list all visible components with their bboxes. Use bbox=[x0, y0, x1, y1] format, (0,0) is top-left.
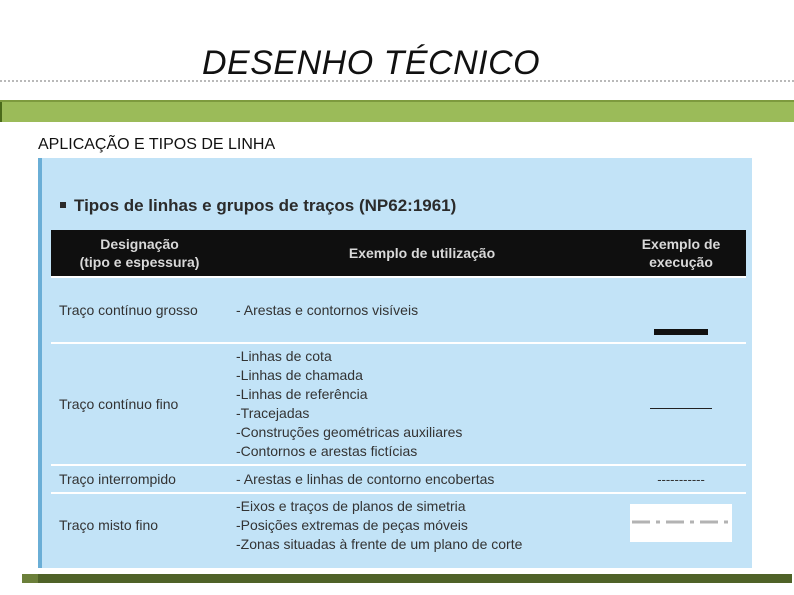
header-execution-line2: execução bbox=[649, 254, 713, 270]
usage-line: -Eixos e traços de planos de simetria bbox=[236, 497, 466, 514]
band-edge bbox=[0, 102, 2, 122]
row-example bbox=[616, 493, 746, 556]
footer-bar bbox=[38, 574, 792, 583]
header-usage: Exemplo de utilização bbox=[228, 230, 616, 277]
row-usage bbox=[228, 493, 616, 556]
green-header-band bbox=[0, 100, 794, 122]
usage-line: - Arestas e contornos visíveis bbox=[236, 301, 419, 318]
usage-line: -Construções geométricas auxiliares bbox=[236, 424, 463, 440]
row-example bbox=[616, 465, 746, 493]
row-example bbox=[616, 343, 746, 465]
table-row bbox=[51, 277, 746, 343]
row-designation: Traço misto fino bbox=[51, 493, 228, 556]
bullet-icon bbox=[60, 202, 66, 208]
row-designation: Traço interrompido bbox=[51, 465, 228, 493]
usage-line: -Linhas de referência bbox=[236, 386, 368, 402]
footer-bar-accent bbox=[22, 574, 38, 583]
header-execution bbox=[616, 230, 746, 277]
row-usage bbox=[228, 277, 616, 343]
header-execution-line1: Exemplo de bbox=[641, 236, 721, 252]
usage-line: -Linhas de chamada bbox=[236, 367, 363, 383]
dotted-divider bbox=[0, 80, 794, 82]
row-designation: Traço contínuo grosso bbox=[51, 277, 228, 343]
dashed-line-sample: ----------- bbox=[657, 471, 705, 487]
thin-line-sample bbox=[650, 408, 712, 409]
header-designation bbox=[51, 230, 228, 277]
slide-subtitle: APLICAÇÃO E TIPOS DE LINHA bbox=[38, 136, 276, 153]
table-row bbox=[51, 493, 746, 556]
chain-line-sample bbox=[630, 504, 732, 542]
table-row bbox=[51, 465, 746, 493]
row-usage bbox=[228, 465, 616, 493]
row-designation: Traço contínuo fino bbox=[51, 343, 228, 465]
usage-line: - Arestas e linhas de contorno encobertas bbox=[236, 470, 495, 487]
header-designation-line2: (tipo e espessura) bbox=[79, 254, 200, 270]
usage-line: -Linhas de cota bbox=[236, 348, 332, 364]
row-usage bbox=[228, 343, 616, 465]
thick-line-sample bbox=[654, 329, 708, 335]
usage-line: -Posições extremas de peças móveis bbox=[236, 516, 468, 533]
table-row bbox=[51, 343, 746, 465]
chain-line-svg bbox=[630, 504, 732, 542]
panel-heading-text: Tipos de linhas e grupos de traços (NP62:1961) bbox=[74, 196, 457, 215]
table-header-row bbox=[51, 230, 746, 277]
panel-heading bbox=[60, 196, 456, 216]
usage-line: -Contornos e arestas fictícias bbox=[236, 443, 418, 459]
header-designation-line1: Designação bbox=[100, 236, 179, 252]
row-example bbox=[616, 277, 746, 343]
usage-line: -Zonas situadas à frente de um plano de corte bbox=[236, 535, 523, 552]
usage-line: -Tracejadas bbox=[236, 405, 310, 421]
line-types-table bbox=[51, 230, 746, 556]
slide-title: DESENHO TÉCNICO bbox=[202, 44, 541, 82]
